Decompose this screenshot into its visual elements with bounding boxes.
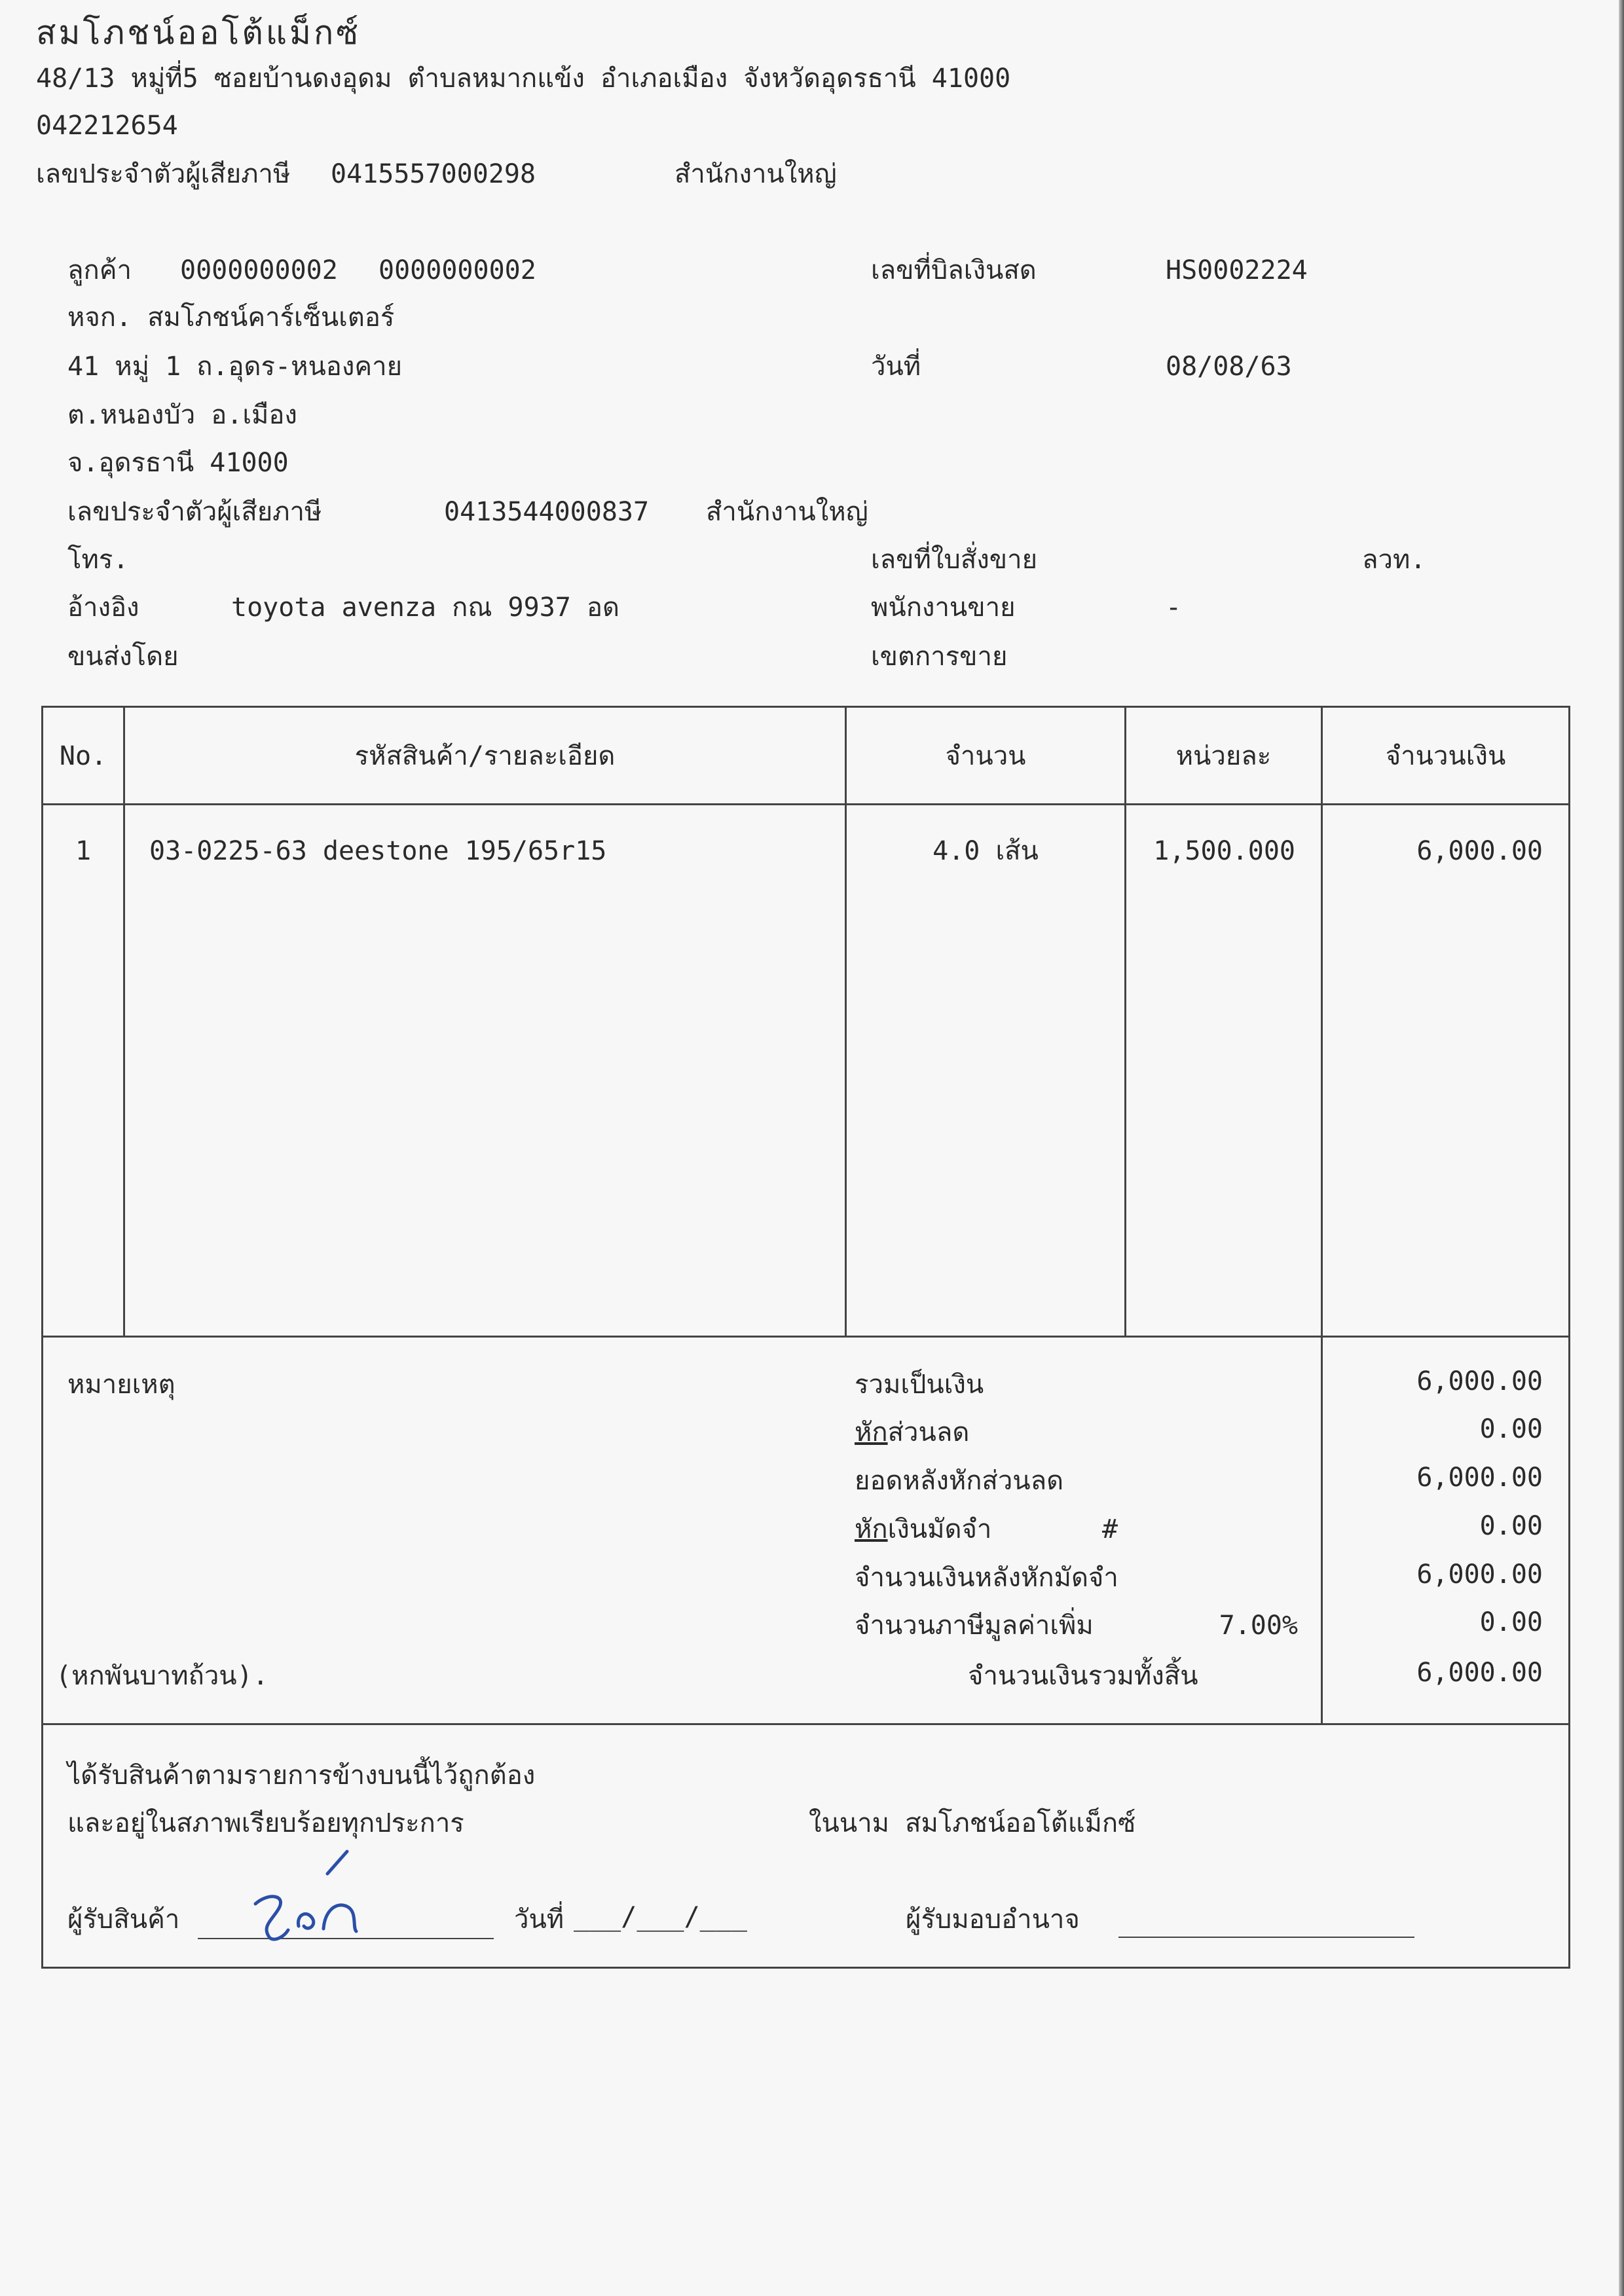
received-statement-1: ได้รับสินค้าตามรายการข้างบนนี้ไว้ถูกต้อง [67, 1760, 536, 1791]
totals-bottom [41, 1723, 1570, 1725]
invoice-number: HS0002224 [1166, 255, 1308, 285]
discount-value: 0.00 [1479, 1414, 1543, 1444]
after-deposit-label: จำนวนเงินหลังหักมัดจำ [855, 1563, 1118, 1593]
table-border-right [1568, 706, 1570, 1969]
discount-prefix: หัก [855, 1417, 888, 1448]
row-1-quantity: 4.0 เส้น [932, 836, 1039, 866]
deposit-prefix: หัก [855, 1514, 888, 1544]
discount-label-text: ส่วนลด [887, 1417, 970, 1448]
row-1-amount: 6,000.00 [1416, 836, 1543, 866]
company-branch: สำนักงานใหญ่ [674, 159, 837, 189]
company-name: สมโภชน์ออโต้แม็กซ์ [36, 14, 361, 52]
company-address: 48/13 หมู่ที่5 ซอยบ้านดงอุดม ตำบลหมากแข้ง อำเภอเมือง จังหวัดอุดรธานี 41000 [36, 64, 1011, 94]
receive-date-blank: ___/___/___ [574, 1902, 747, 1932]
reference-label: อ้างอิง [67, 592, 139, 623]
row-1-description: 03-0225-63 deestone 195/65r15 [149, 836, 607, 866]
salesperson-value: - [1166, 592, 1182, 623]
subtotal-value: 6,000.00 [1416, 1366, 1543, 1396]
customer-phone-label: โทร. [67, 545, 129, 575]
sales-order-value: ลวท. [1362, 545, 1426, 575]
authorized-signature-line [1118, 1937, 1414, 1938]
header-quantity: จำนวน [945, 741, 1026, 771]
header-description: รหัสสินค้า/รายละเอียด [354, 741, 616, 771]
sales-order-label: เลขที่ใบสั่งขาย [871, 545, 1038, 575]
customer-branch: สำนักงานใหญ่ [706, 497, 868, 527]
customer-tax-label: เลขประจำตัวผู้เสียภาษี [67, 497, 322, 527]
company-tax-label: เลขประจำตัวผู้เสียภาษี [36, 159, 291, 189]
on-behalf-of: ในนาม สมโภชน์ออโต้แม็กซ์ [809, 1808, 1136, 1838]
deposit-label-text: เงินมัดจำ [887, 1514, 992, 1544]
header-unit-price: หน่วยละ [1175, 741, 1272, 771]
vat-rate: 7.00% [1219, 1611, 1298, 1641]
remark-label: หมายเหตุ [67, 1370, 175, 1400]
table-border-top [41, 706, 1570, 708]
sales-area-label: เขตการขาย [871, 642, 1008, 672]
header-amount: จำนวนเงิน [1385, 741, 1506, 771]
table-body-bottom [41, 1336, 1570, 1338]
customer-code-2: 0000000002 [378, 255, 536, 285]
receive-date-label: วันที่ [514, 1904, 564, 1935]
customer-address-2: ต.หนองบัว อ.เมือง [67, 400, 297, 430]
reference-value: toyota avenza กณ 9937 อด [231, 592, 619, 623]
col-divider-1 [123, 706, 125, 1337]
invoice-number-label: เลขที่บิลเงินสด [871, 255, 1037, 285]
after-discount-label: ยอดหลังหักส่วนลด [855, 1466, 1064, 1496]
customer-code-1: 0000000002 [180, 255, 338, 285]
invoice-date: 08/08/63 [1166, 352, 1292, 382]
row-1-unit-price: 1,500.000 [1153, 836, 1295, 866]
received-statement-2: และอยู่ในสภาพเรียบร้อยทุกประการ [67, 1808, 464, 1838]
customer-tax-id: 0413544000837 [444, 497, 650, 527]
company-phone: 042212654 [36, 111, 178, 141]
vat-value: 0.00 [1479, 1607, 1543, 1637]
invoice-date-label: วันที่ [871, 352, 921, 382]
after-discount-value: 6,000.00 [1416, 1463, 1543, 1493]
receiver-signature [236, 1846, 393, 1944]
header-no: No. [59, 741, 107, 771]
col-divider-3 [1124, 706, 1126, 1337]
after-deposit-value: 6,000.00 [1416, 1559, 1543, 1590]
authorized-label: ผู้รับมอบอำนาจ [906, 1904, 1080, 1935]
scan-edge-shadow [1619, 0, 1624, 2296]
table-header-divider [41, 803, 1570, 805]
subtotal-label: รวมเป็นเงิน [855, 1370, 984, 1400]
customer-address-3: จ.อุดรธานี 41000 [67, 448, 289, 478]
company-tax-id: 0415557000298 [331, 159, 536, 189]
amount-in-words: (หกพันบาทถ้วน). [56, 1661, 268, 1691]
grand-total-value: 6,000.00 [1416, 1658, 1543, 1688]
customer-label: ลูกค้า [67, 255, 132, 285]
table-border-left [41, 706, 43, 1969]
deposit-mark: # [1102, 1514, 1118, 1544]
col-divider-2 [845, 706, 847, 1337]
row-1-no: 1 [75, 836, 92, 866]
customer-address-1: 41 หมู่ 1 ถ.อุดร-หนองคาย [67, 352, 403, 382]
vat-label: จำนวนภาษีมูลค่าเพิ่ม [855, 1611, 1094, 1641]
footer-bottom [41, 1967, 1570, 1969]
customer-name: หจก. สมโภชน์คาร์เซ็นเตอร์ [67, 302, 395, 333]
receiver-label: ผู้รับสินค้า [67, 1904, 180, 1935]
discount-label [855, 1419, 969, 1446]
shipping-label: ขนส่งโดย [67, 642, 179, 672]
grand-total-label: จำนวนเงินรวมทั้งสิ้น [968, 1661, 1198, 1691]
salesperson-label: พนักงานขาย [871, 592, 1016, 623]
deposit-value: 0.00 [1479, 1511, 1543, 1541]
deposit-label [855, 1516, 991, 1542]
